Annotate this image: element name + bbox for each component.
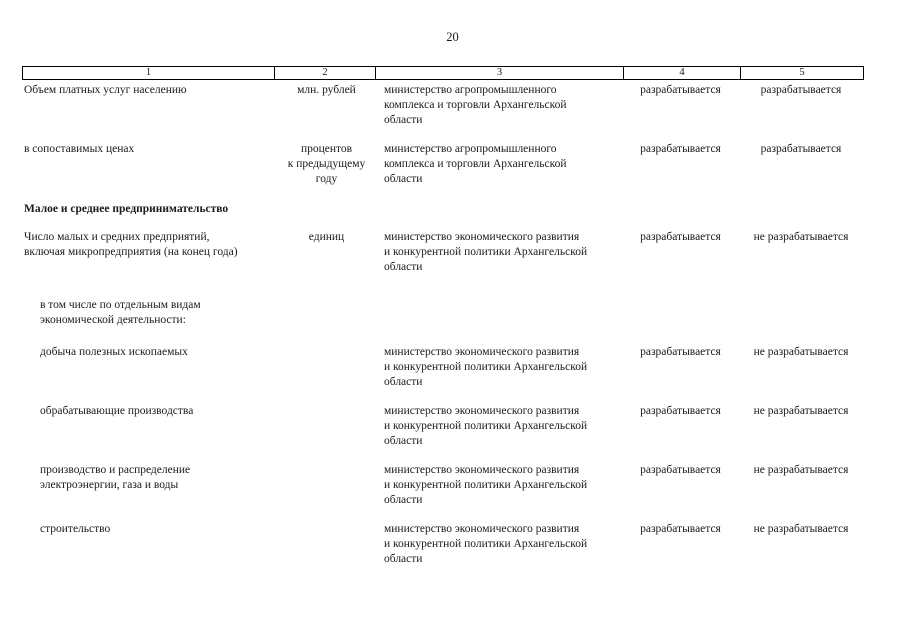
- unit-cell: процентов к предыдущему году: [287, 143, 366, 185]
- column-5-cell: не разрабатывается: [753, 464, 849, 476]
- column-5-cell: разрабатывается: [760, 143, 842, 155]
- unit-cell: единиц: [308, 231, 345, 243]
- responsible-cell: министерство экономического развития и конкурентной политики Архангельской области: [384, 464, 588, 506]
- indicator-cell: в сопоставимых ценах: [24, 143, 135, 155]
- column-4-cell: разрабатывается: [640, 346, 721, 358]
- page-number: 20: [446, 30, 459, 44]
- header-col-2: 2: [275, 67, 376, 79]
- header-col-3: 3: [376, 67, 624, 79]
- section-title: Малое и среднее предпринимательство: [24, 203, 229, 215]
- table-header: [22, 66, 864, 80]
- indicator-cell: в том числе по отдельным видам экономической деятельности:: [40, 299, 201, 326]
- column-5-cell: не разрабатывается: [753, 231, 849, 243]
- header-col-5: 5: [799, 67, 805, 78]
- header-col-4: 4: [624, 67, 741, 79]
- column-4-cell: разрабатывается: [640, 464, 721, 476]
- responsible-cell: министерство экономического развития и конкурентной политики Архангельской области: [384, 346, 588, 388]
- column-4-cell: разрабатывается: [640, 405, 721, 417]
- indicator-cell: строительство: [40, 523, 111, 535]
- column-4-cell: разрабатывается: [640, 84, 721, 96]
- indicator-cell: Объем платных услуг населению: [24, 84, 187, 96]
- indicator-cell: добыча полезных ископаемых: [40, 346, 188, 358]
- unit-cell: млн. рублей: [297, 84, 356, 96]
- indicator-cell: Число малых и средних предприятий, включая микропредприятия (на конец года): [24, 231, 238, 258]
- responsible-cell: министерство экономического развития и конкурентной политики Архангельской области: [384, 523, 588, 565]
- column-5-cell: не разрабатывается: [753, 523, 849, 535]
- column-5-cell: разрабатывается: [760, 84, 842, 96]
- responsible-cell: министерство экономического развития и конкурентной политики Архангельской области: [384, 231, 588, 273]
- column-5-cell: не разрабатывается: [753, 405, 849, 417]
- column-4-cell: разрабатывается: [640, 231, 721, 243]
- responsible-cell: министерство агропромышленного комплекса и торговли Архангельской области: [384, 143, 567, 185]
- responsible-cell: министерство экономического развития и конкурентной политики Архангельской области: [384, 405, 588, 447]
- column-4-cell: разрабатывается: [640, 523, 721, 535]
- header-col-1: 1: [23, 67, 275, 79]
- indicator-cell: производство и распределение электроэнергии, газа и воды: [40, 464, 191, 491]
- indicator-cell: обрабатывающие производства: [40, 405, 194, 417]
- column-5-cell: не разрабатывается: [753, 346, 849, 358]
- column-4-cell: разрабатывается: [640, 143, 721, 155]
- responsible-cell: министерство агропромышленного комплекса и торговли Архангельской области: [384, 84, 567, 126]
